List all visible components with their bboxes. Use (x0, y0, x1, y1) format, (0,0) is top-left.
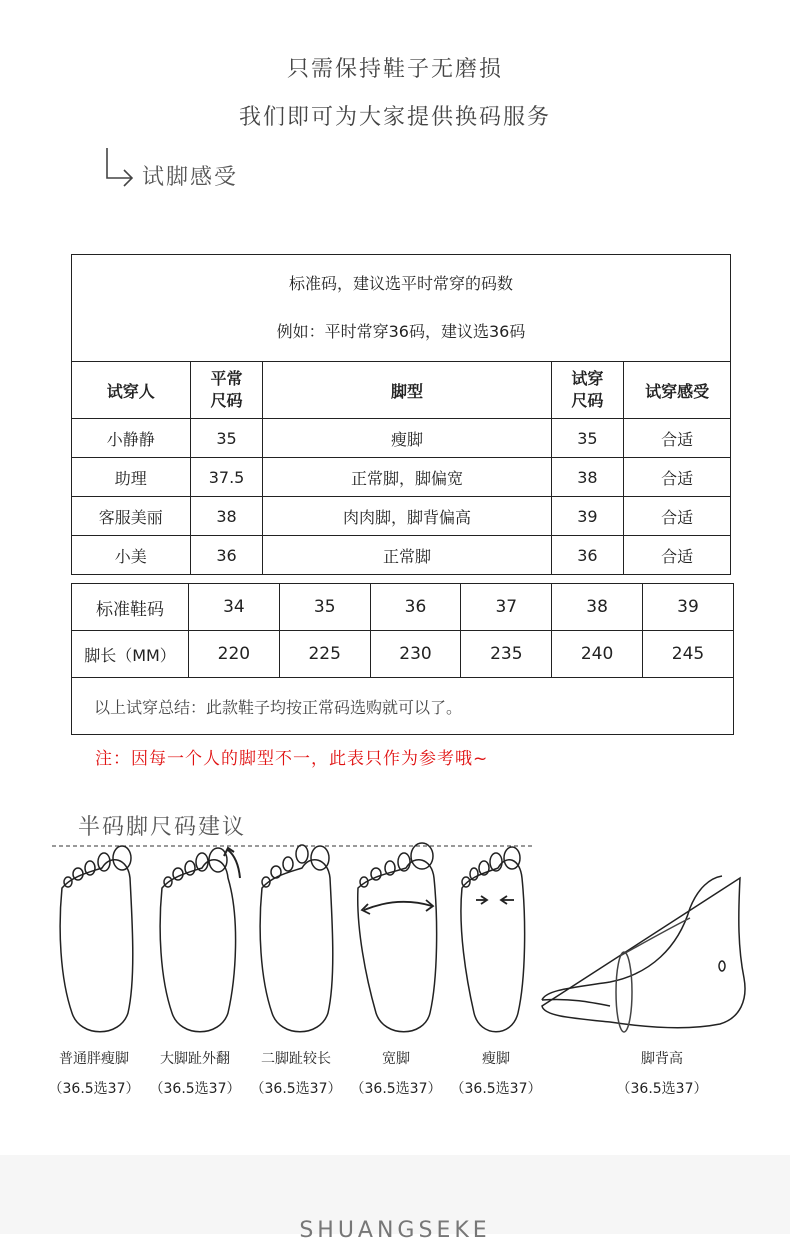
foot-name: 二脚趾较长 (261, 1051, 331, 1067)
cell-person: 小美 (72, 536, 191, 575)
fitting-table (71, 254, 731, 575)
foot-item (612, 1048, 712, 1098)
cell-usual: 37.5 (190, 458, 263, 497)
cell-usual: 38 (190, 497, 263, 536)
length-cell: 225 (279, 631, 370, 678)
cell-feel: 合适 (624, 458, 731, 497)
cell-foot: 瘦脚 (263, 419, 551, 458)
foot-size: （36.5选37） (149, 1081, 241, 1097)
cell-foot: 肉肉脚，脚背偏高 (263, 497, 551, 536)
table-row (72, 458, 731, 497)
foot-name: 瘦脚 (482, 1051, 510, 1067)
high-instep-foot-icon (542, 876, 745, 1032)
length-row (72, 631, 734, 678)
size-cell: 39 (642, 584, 733, 631)
foot-size: （36.5选37） (450, 1081, 542, 1097)
cell-tried: 38 (551, 458, 624, 497)
foot-item (246, 1048, 346, 1098)
cell-foot: 正常脚，脚偏宽 (263, 458, 551, 497)
header-feeling: 试穿感受 (624, 362, 731, 419)
cell-person: 客服美丽 (72, 497, 191, 536)
foot-item (145, 1048, 245, 1098)
fitting-header-row (72, 362, 731, 419)
size-table (71, 583, 734, 735)
size-cell: 36 (370, 584, 461, 631)
cell-foot: 正常脚 (263, 536, 551, 575)
length-cell: 220 (189, 631, 280, 678)
foot-item (44, 1048, 144, 1098)
size-cell: 38 (552, 584, 643, 631)
cell-usual: 36 (190, 536, 263, 575)
fitting-note-line-2: 例如：平时常穿36码，建议选36码 (276, 322, 526, 341)
wide-foot-icon (358, 843, 437, 1032)
header-person: 试穿人 (72, 362, 191, 419)
cell-feel: 合适 (624, 419, 731, 458)
size-row (72, 584, 734, 631)
intro-line-1: 只需保持鞋子无磨损 (286, 57, 503, 82)
cell-tried: 39 (551, 497, 624, 536)
cell-usual: 35 (190, 419, 263, 458)
intro-line-2: 我们即可为大家提供换码服务 (238, 105, 551, 130)
fitting-summary: 以上试穿总结：此款鞋子均按正常码选购就可以了。 (72, 678, 734, 735)
foot-name: 脚背高 (641, 1051, 683, 1067)
foot-name: 宽脚 (382, 1051, 410, 1067)
normal-foot-icon (60, 846, 133, 1032)
summary-row (72, 678, 734, 735)
fitting-note-line-1: 标准码，建议选平时常穿的码数 (288, 274, 513, 293)
narrow-foot-icon (461, 847, 525, 1032)
foot-item (446, 1048, 546, 1098)
cell-person: 小静静 (72, 419, 191, 458)
cell-tried: 36 (551, 536, 624, 575)
bunion-foot-icon (160, 848, 240, 1032)
foot-name: 大脚趾外翻 (160, 1051, 230, 1067)
table-row (72, 536, 731, 575)
size-row-label: 标准鞋码 (72, 584, 189, 631)
half-size-title: 半码脚尺码建议 (78, 815, 247, 840)
foot-size: （36.5选37） (616, 1081, 708, 1097)
foot-size: （36.5选37） (48, 1081, 140, 1097)
long-second-toe-foot-icon (260, 845, 333, 1032)
table-row (72, 497, 731, 536)
cell-feel: 合适 (624, 536, 731, 575)
length-cell: 230 (370, 631, 461, 678)
size-cell: 34 (189, 584, 280, 631)
fitting-section-title: 试脚感受 (142, 165, 239, 190)
arrow-right-icon (104, 146, 136, 188)
length-cell: 245 (642, 631, 733, 678)
foot-size: （36.5选37） (350, 1081, 442, 1097)
warning-note: 注：因每一个人的脚型不一，此表只作为参考哦~ (95, 749, 489, 769)
header-usual-size: 平常 尺码 (190, 362, 263, 419)
foot-name: 普通胖瘦脚 (59, 1051, 129, 1067)
size-cell: 37 (461, 584, 552, 631)
cell-feel: 合适 (624, 497, 731, 536)
table-row (72, 419, 731, 458)
cell-tried: 35 (551, 419, 624, 458)
brand-name: SHUANGSEKE (299, 1218, 491, 1243)
length-cell: 240 (552, 631, 643, 678)
length-cell: 235 (461, 631, 552, 678)
foot-item (346, 1048, 446, 1098)
foot-size: （36.5选37） (250, 1081, 342, 1097)
fitting-note (72, 255, 731, 362)
header-foot-type: 脚型 (263, 362, 551, 419)
cell-person: 助理 (72, 458, 191, 497)
size-cell: 35 (279, 584, 370, 631)
header-tried-size: 试穿 尺码 (551, 362, 624, 419)
length-row-label: 脚长（MM） (72, 631, 189, 678)
foot-illustrations (50, 838, 750, 1038)
